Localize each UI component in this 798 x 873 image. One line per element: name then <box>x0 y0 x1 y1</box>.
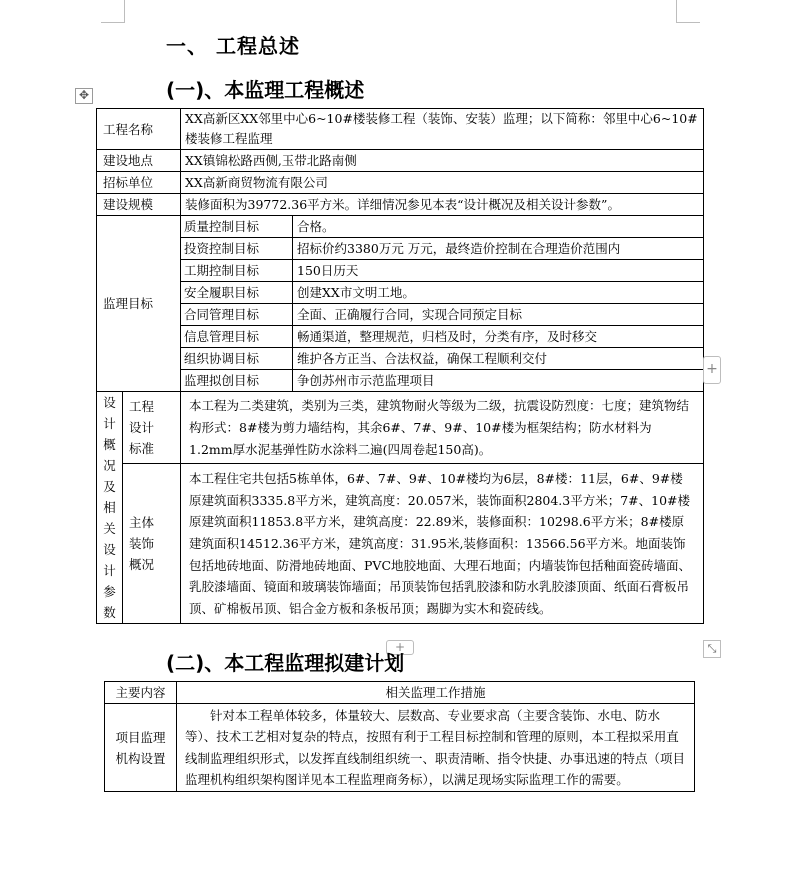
goal-name: 工期控制目标 <box>181 260 293 282</box>
goal-name: 组织协调目标 <box>181 348 293 370</box>
label-org-setup <box>105 704 177 792</box>
value-design-standard <box>181 392 704 464</box>
plus-icon: + <box>394 640 406 654</box>
table-row <box>97 370 704 392</box>
label-goals: 监理目标 <box>97 216 181 392</box>
table-header-row <box>105 682 695 704</box>
crop-mark-left-v <box>124 0 125 22</box>
table-move-handle[interactable] <box>75 88 93 104</box>
design-label-char: 计 <box>103 416 116 431</box>
overview-table <box>96 108 704 624</box>
goal-name: 合同管理目标 <box>181 304 293 326</box>
goal-value: 畅通渠道，整理规范，归档及时，分类有序，及时移交 <box>293 326 704 348</box>
goal-name: 安全履职目标 <box>181 282 293 304</box>
org-setup-text: 针对本工程单体较多，体量较大、层数高、专业要求高（主要含装饰、水电、防水等）、技术工艺相对复杂的特点，按照有利于工程目标控制和管理的原则，本工程拟采用直线制监理组织形式，以发挥直线制组织统一、职责清晰、指令快捷、办事迅速的特点（项目监理机构组织架构图详见本工程监理商务标），以满足现场实际监理工作的需要。 <box>185 708 686 787</box>
design-label-char: 概 <box>103 437 116 452</box>
design-label-char: 关 <box>103 521 116 536</box>
label-design-overview <box>97 392 123 624</box>
crop-mark-right-v <box>676 0 677 22</box>
value-location: XX镇锦松路西侧,玉带北路南侧 <box>181 150 704 172</box>
table-row <box>97 150 704 172</box>
goal-value: 争创苏州市示范监理项目 <box>293 370 704 392</box>
sub-label-line: 工程 <box>129 399 155 415</box>
table-row <box>97 304 704 326</box>
value-org-setup <box>177 704 695 792</box>
goal-name: 监理拟创目标 <box>181 370 293 392</box>
label-project-name: 工程名称 <box>97 109 181 150</box>
label-design-standard <box>123 392 181 464</box>
heading-project-overview: 一、 工程总述 <box>166 34 300 58</box>
sub-label-line: 标准 <box>129 441 155 457</box>
value-tenderer: XX高新商贸物流有限公司 <box>181 172 704 194</box>
goal-name: 信息管理目标 <box>181 326 293 348</box>
goal-value: 全面、正确履行合同，实现合同预定目标 <box>293 304 704 326</box>
goal-value: 150日历天 <box>293 260 704 282</box>
value-project-name: XX高新区XX邻里中心6~10#楼装修工程（装饰、安装）监理；以下简称：邻里中心6~10#楼装修工程监理 <box>181 109 704 150</box>
sub-label-line: 装饰 <box>129 536 155 552</box>
table-row <box>97 392 704 464</box>
label-location: 建设地点 <box>97 150 181 172</box>
table-row <box>97 348 704 370</box>
plus-icon: + <box>706 361 718 377</box>
sub-label-line: 主体 <box>129 515 155 531</box>
section-title-overview: (一)、本监理工程概述 <box>166 78 365 102</box>
table-row <box>97 172 704 194</box>
design-label-char: 相 <box>103 500 116 515</box>
crop-mark-left-h <box>101 22 125 23</box>
design-label-char: 数 <box>103 605 116 620</box>
plan-table <box>104 681 695 792</box>
label-line: 机构设置 <box>115 750 166 766</box>
header-main-content: 主要内容 <box>105 682 177 704</box>
design-label-char: 计 <box>103 563 116 578</box>
label-line: 项目监理 <box>115 729 166 745</box>
design-label-char: 参 <box>103 584 116 599</box>
design-label-char: 况 <box>103 458 116 473</box>
table-row <box>105 704 695 792</box>
table-row <box>97 238 704 260</box>
sub-label-line: 设计 <box>129 420 155 436</box>
design-label-char: 及 <box>103 479 116 494</box>
table-row <box>97 194 704 216</box>
label-main-decoration <box>123 464 181 624</box>
table-row <box>97 260 704 282</box>
add-column-button[interactable] <box>703 356 721 384</box>
design-label-char: 设 <box>103 395 116 410</box>
table-row <box>97 326 704 348</box>
value-scale: 装修面积为39772.36平方米。详细情况参见本表“设计概况及相关设计参数”。 <box>181 194 704 216</box>
sub-label-line: 概况 <box>129 557 155 573</box>
design-label-char: 设 <box>103 542 116 557</box>
goal-value: 维护各方正当、合法权益，确保工程顺利交付 <box>293 348 704 370</box>
crop-mark-right-h <box>676 22 700 23</box>
goal-value: 招标价约3380万元 万元，最终造价控制在合理造价范围内 <box>293 238 704 260</box>
goal-value: 创建XX市文明工地。 <box>293 282 704 304</box>
table-row <box>97 282 704 304</box>
table-row <box>97 109 704 150</box>
move-icon: ✥ <box>78 88 90 102</box>
resize-icon: ⤡ <box>707 642 717 655</box>
table-resize-handle[interactable] <box>703 640 721 658</box>
table-row <box>97 216 704 238</box>
value-main-decoration <box>181 464 704 624</box>
header-measures: 相关监理工作措施 <box>177 682 695 704</box>
goal-name: 质量控制目标 <box>181 216 293 238</box>
main-decoration-text: 本工程住宅共包括5栋单体，6#、7#、9#、10#楼均为6层，8#楼：11层，6#、9#楼原建筑面积3335.8平方米，建筑高度：20.057米，装饰面积2804.3平方米；7#、10#楼原建筑面积11853.8平方米，建筑高度：22.89米，装修面积：10298.6平方米；8#楼原建筑面积14512.36平方米，建筑高度：31.95米,装修面积：13566.56平方米。地面装饰包括地砖地面、防滑地砖地面、PVC地胶地面、大理石地面；内墙装饰包括釉面瓷砖墙面、乳胶漆墙面、镜面和玻璃装饰墙面；吊顶装饰包括乳胶漆和防水乳胶漆顶面、纸面石膏板吊顶、矿棉板吊顶、铝合金方板和条板吊顶；踢脚为实木和瓷砖线。 <box>189 471 692 616</box>
label-scale: 建设规模 <box>97 194 181 216</box>
label-tenderer: 招标单位 <box>97 172 181 194</box>
goal-value: 合格。 <box>293 216 704 238</box>
table-row <box>97 464 704 624</box>
design-standard-text: 本工程为二类建筑，类别为三类，建筑物耐火等级为二级，抗震设防烈度：七度；建筑物结构形式：8#楼为剪力墙结构，其余6#、7#、9#、10#楼为框架结构；防水材料为1.2mm厚水泥基弹性防水涂料二遍(四周卷起150高)。 <box>189 398 690 457</box>
section-title-plan: (二)、本工程监理拟建计划 <box>166 651 405 675</box>
goal-name: 投资控制目标 <box>181 238 293 260</box>
